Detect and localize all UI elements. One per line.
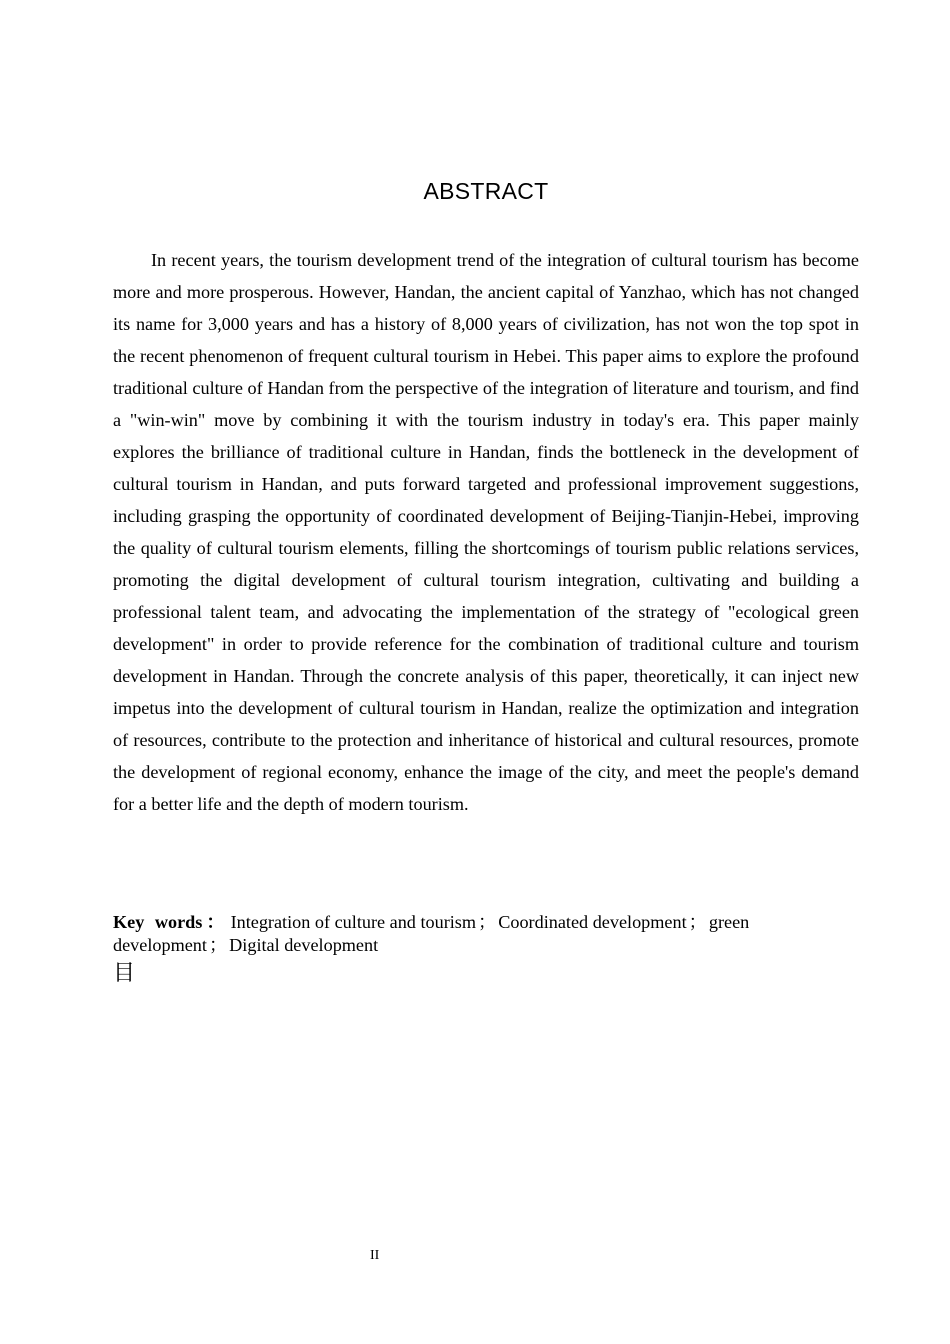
keywords-label: Key words xyxy=(113,912,203,932)
keyword-item: Integration of culture and tourism xyxy=(230,912,477,932)
keyword-item: green development xyxy=(113,912,750,955)
keywords-colon: ： xyxy=(206,912,225,932)
keyword-separator: ； xyxy=(478,912,497,932)
keyword-item: Digital development xyxy=(229,935,379,955)
keyword-separator: ； xyxy=(688,912,707,932)
page-number: II xyxy=(370,1248,380,1263)
keywords-line xyxy=(113,911,859,957)
abstract-paragraph: In recent years, the tourism development trend of the integration of cultural tourism has become more and more prosperous. However, Handan, the ancient capital of Yanzhao, which has not changed its name for 3,000 years and has a history of 8,000 years of civilization, has not won the top spot in the recent phenomenon of frequent cultural tourism in Hebei. This paper aims to explore the profound traditional culture of Handan from the perspective of the integration of literature and tourism, and find a "win-win" move by combining it with the tourism industry in today's era. This paper mainly explores the brilliance of traditional culture in Handan, finds the bottleneck in the development of cultural tourism in Handan, and puts forward targeted and professional improvement suggestions, including grasping the opportunity of coordinated development of Beijing-Tianjin-Hebei, improving the quality of cultural tourism elements, filling the shortcomings of tourism public relations services, promoting the digital development of cultural tourism integration, cultivating and building a professional talent team, and advocating the implementation of the strategy of "ecological green development" in order to provide reference for the combination of traditional culture and tourism development in Handan. Through the concrete analysis of this paper, theoretically, it can inject new impetus into the development of cultural tourism in Handan, realize the optimization and integration of resources, contribute to the protection and inheritance of historical and cultural resources, promote the development of regional economy, enhance the image of the city, and meet the people's demand for a better life and the depth of modern tourism. xyxy=(113,250,859,814)
keyword-item: Coordinated development xyxy=(498,912,687,932)
keyword-separator: ； xyxy=(208,935,228,955)
abstract-title: ABSTRACT xyxy=(423,178,549,204)
table-of-contents-heading: 目 xyxy=(113,961,136,986)
